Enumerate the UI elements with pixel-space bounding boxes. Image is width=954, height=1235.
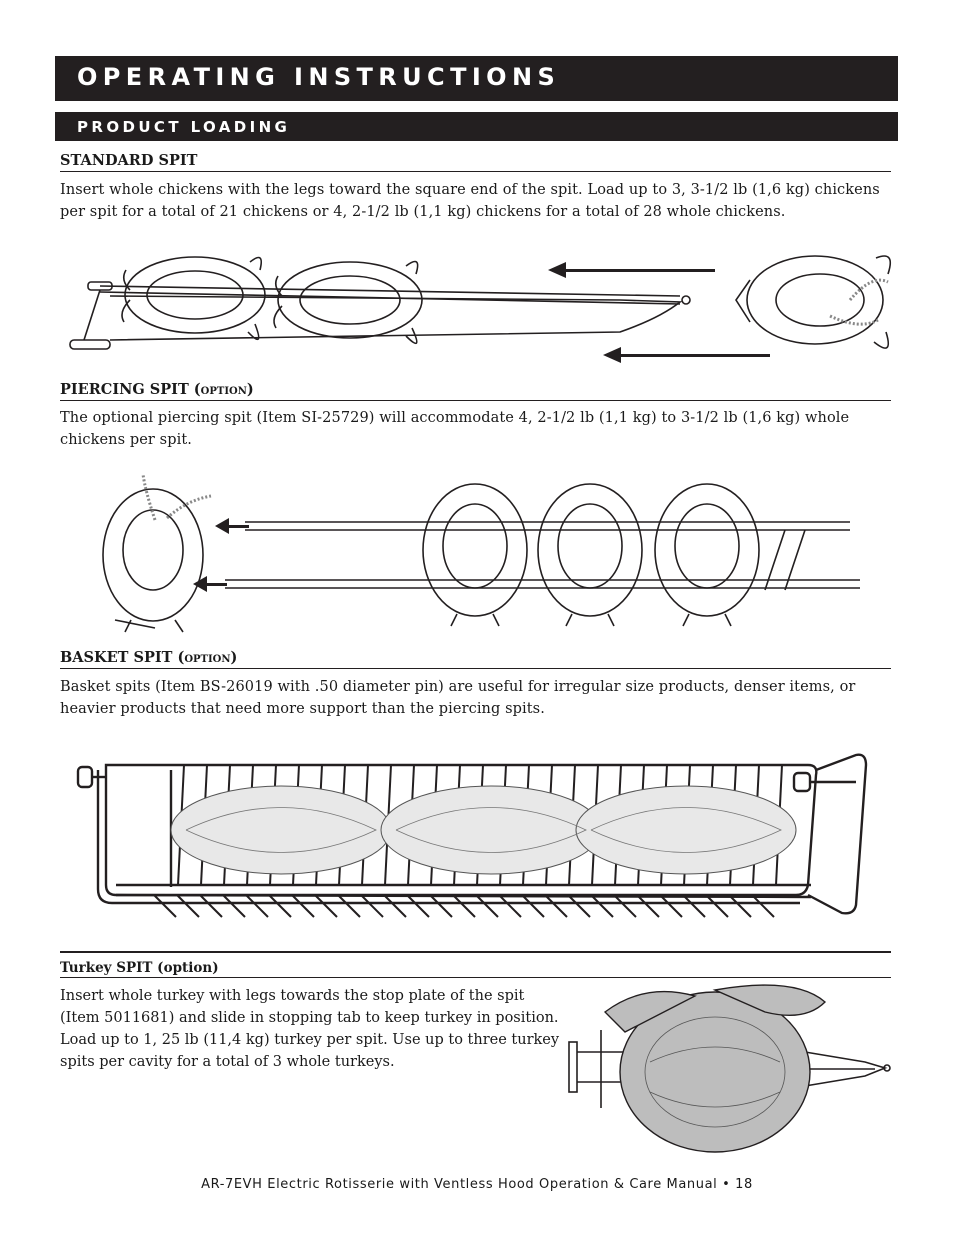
page-title-banner: [55, 56, 898, 101]
section-banner: [55, 112, 898, 141]
basket-bar-lower: [476, 895, 498, 917]
basket-bar-lower: [614, 895, 636, 917]
basket-bar-lower: [499, 895, 521, 917]
basket-bar-lower: [177, 895, 199, 917]
basket-bar-lower: [683, 895, 705, 917]
turkey-spit-illustration: [565, 982, 890, 1157]
turkey-spit-text: Insert whole turkey with legs towards the stop plate of the spit (Item 5011681) and slide in stopping tab to keep turkey in position. Load up to 1, 25 lb (11,4 kg) turkey per spit. Use up to three turkey spits per cavity for a total of 3 whole turkeys.: [60, 988, 560, 1070]
basket-bar-lower: [246, 895, 268, 917]
basket-bar-lower: [729, 895, 751, 917]
basket-bar-lower: [522, 895, 544, 917]
footer-text: AR-7EVH Electric Rotisserie with Ventless Hood Operation & Care Manual • 18: [201, 1177, 753, 1192]
basket-bar-lower: [223, 895, 245, 917]
piercing-spit-heading: PIERCING SPIT (OPTION): [60, 381, 254, 398]
basket-bar-lower: [154, 895, 176, 917]
basket-spit-illustration: [76, 745, 886, 925]
basket-bar-lower: [752, 895, 774, 917]
basket-bar-lower: [706, 895, 728, 917]
piercing-spit-rule: [60, 400, 891, 401]
standard-spit-text: Insert whole chickens with the legs toward the square end of the spit. Load up to 3, 3-1/2 lb (1,6 kg) chickens per spit for a total of 21 chickens or 4, 2-1/2 lb (1,1 kg) chickens for a total of 28 whole chickens.: [60, 182, 880, 220]
basket-bar-lower: [591, 895, 613, 917]
turkey-spit-heading: Turkey SPIT (option): [60, 960, 219, 976]
turkey-spit-top-rule: [60, 951, 891, 953]
basket-bar-lower: [338, 895, 360, 917]
basket-bar-lower: [200, 895, 222, 917]
basket-spit-text: Basket spits (Item BS-26019 with .50 diameter pin) are useful for irregular size products, denser items, or heavier products that need more support than the piercing spits.: [60, 679, 856, 717]
basket-bar-lower: [568, 895, 590, 917]
basket-bar-lower: [269, 895, 291, 917]
basket-spit-heading: BASKET SPIT (OPTION): [60, 649, 238, 666]
basket-bar-lower: [407, 895, 429, 917]
piercing-spit-text: The optional piercing spit (Item SI-25729) will accommodate 4, 2-1/2 lb (1,1 kg) to 3-1/2 lb (1,6 kg) whole chickens per spit.: [60, 410, 850, 448]
page-title: OPERATING INSTRUCTIONS: [77, 63, 561, 91]
basket-bar-lower: [545, 895, 567, 917]
standard-spit-illustration: [60, 240, 890, 375]
turkey-spit-rule: [60, 977, 891, 978]
standard-spit-rule: [60, 171, 891, 172]
basket-bar-lower: [384, 895, 406, 917]
piercing-spit-illustration: [95, 470, 860, 635]
standard-spit-heading: STANDARD SPIT: [60, 152, 198, 169]
section-title: PRODUCT LOADING: [77, 118, 291, 136]
basket-bar-lower: [660, 895, 682, 917]
basket-bar-lower: [453, 895, 475, 917]
basket-spit-rule: [60, 668, 891, 669]
basket-bar-lower: [637, 895, 659, 917]
basket-bar-lower: [361, 895, 383, 917]
basket-bar-lower: [292, 895, 314, 917]
basket-bar-lower: [430, 895, 452, 917]
basket-bar-lower: [315, 895, 337, 917]
